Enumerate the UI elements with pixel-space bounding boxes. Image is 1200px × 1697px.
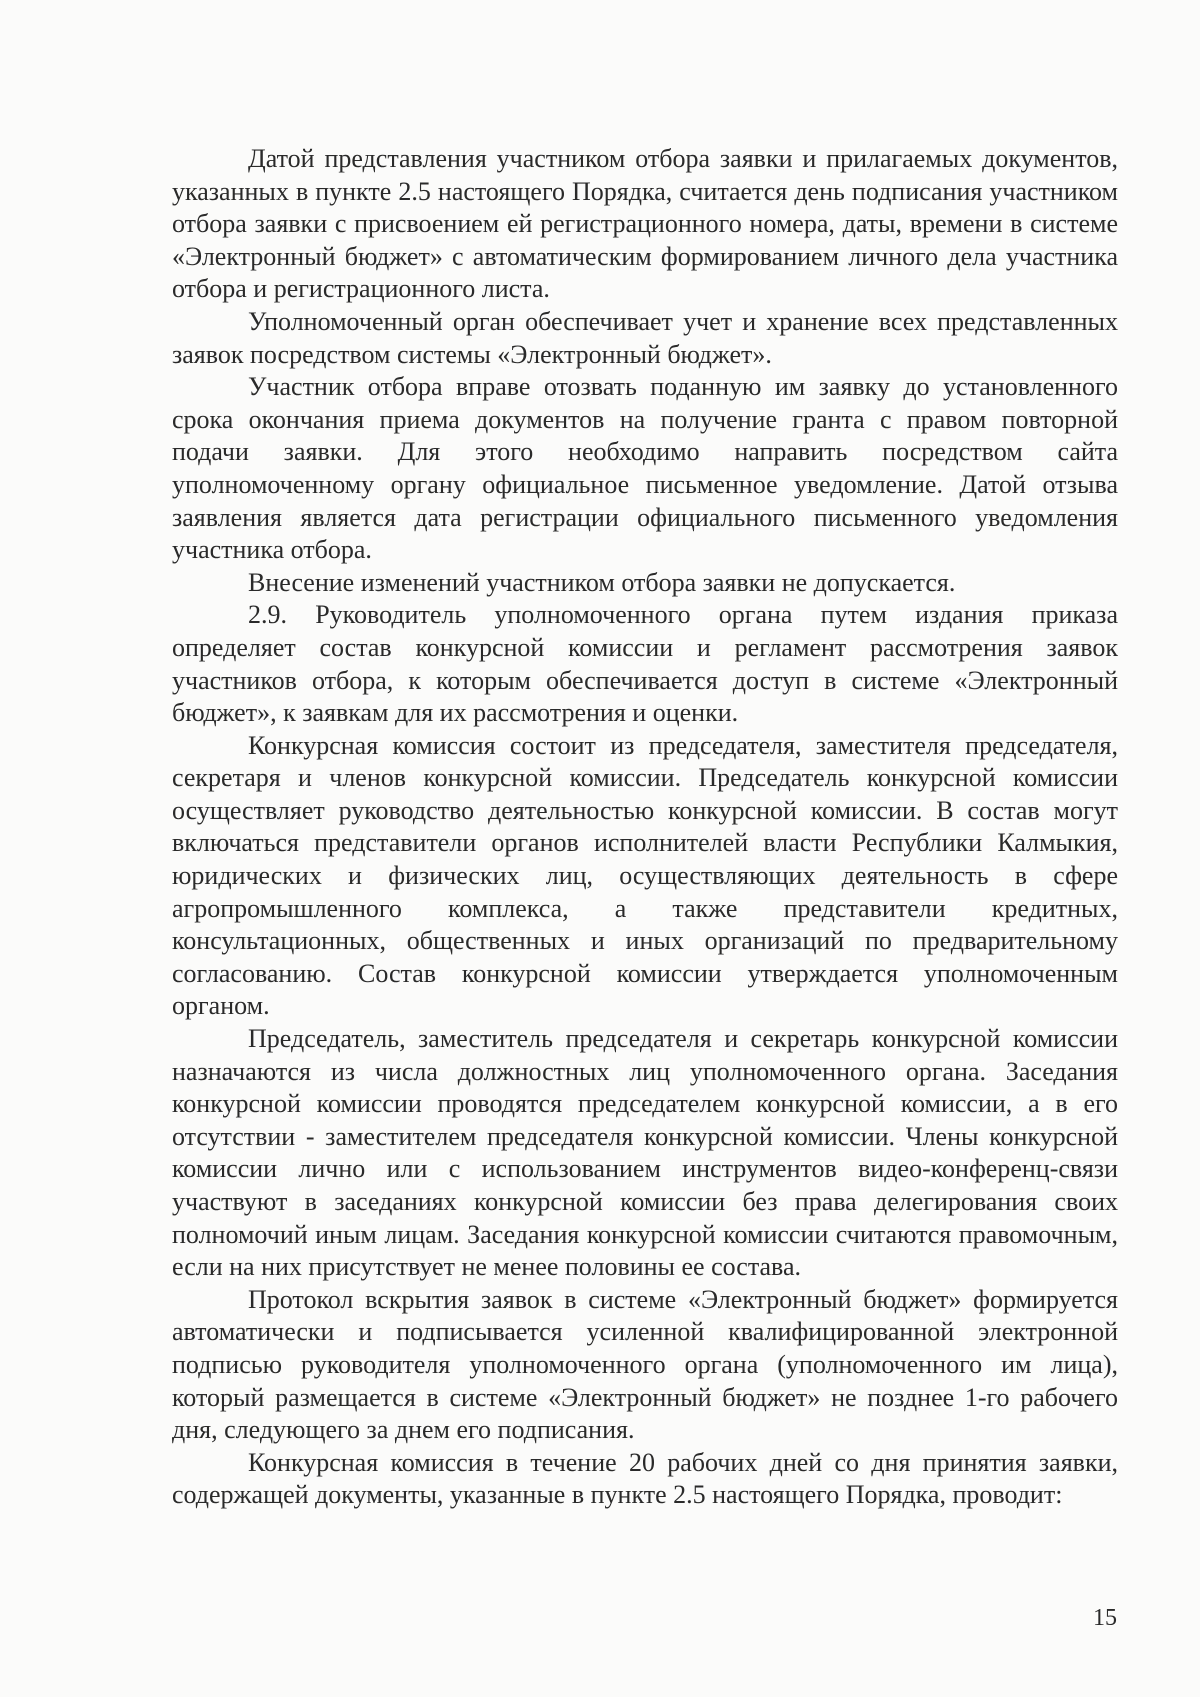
paragraph: Внесение изменений участником отбора заявки не допускается. xyxy=(248,567,956,597)
paragraph: Датой представления участником отбора заявки и прилагаемых документов, указанных в пункте 2.5 настоящего Порядка, считается день подписания участником отбора заявки с присвоением ей регистрационного номера, даты, времени в системе «Электронный бюджет» с автоматическим формированием личного дела участника отбора и регистрационного листа. xyxy=(172,144,1118,304)
paragraph: Протокол вскрытия заявок в системе «Электронный бюджет» формируется автоматически и подписывается усиленной квалифицированной электронной подписью руководителя уполномоченного органа (уполномоченного им лица), который размещается в системе «Электронный бюджет» не позднее 1-го рабочего дня, следующего за днем его подписания. xyxy=(172,1284,1118,1445)
paragraph: Конкурсная комиссия состоит из председателя, заместителя председателя, секретаря и членов конкурсной комиссии. Председатель конкурсной комиссии осуществляет руководство деятельностью конкурсной комиссии. В состав могут включаться представители органов исполнителей власти Республики Калмыкия, юридических и физических лиц, осуществляющих деятельность в сфере агропромышленного комплекса, а также представители кредитных, консультационных, общественных и иных организаций по предварительному согласованию. Состав конкурсной комиссии утверждается уполномоченным органом. xyxy=(172,730,1118,1021)
paragraph: Уполномоченный орган обеспечивает учет и хранение всех представленных заявок посредством системы «Электронный бюджет». xyxy=(172,306,1118,369)
paragraph: 2.9. Руководитель уполномоченного органа путем издания приказа определяет состав конкурсной комиссии и регламент рассмотрения заявок участников отбора, к которым обеспечивается доступ в системе «Электронный бюджет», к заявкам для их рассмотрения и оценки. xyxy=(172,600,1118,728)
page-number: 15 xyxy=(1093,1605,1117,1631)
paragraph: Председатель, заместитель председателя и секретарь конкурсной комиссии назначаются из числа должностных лиц уполномоченного органа. Заседания конкурсной комиссии проводятся председателем конкурсной комиссии, а в его отсутствии - заместителем председателя конкурсной комиссии. Члены конкурсной комиссии лично или с использованием инструментов видео-конференц-связи участвуют в заседаниях конкурсной комиссии без права делегирования своих полномочий иным лицам. Заседания конкурсной комиссии считаются правомочным, если на них присутствует не менее половины ее состава. xyxy=(172,1024,1118,1282)
paragraph: Участник отбора вправе отозвать поданную им заявку до установленного срока окончания приема документов на получение гранта с правом повторной подачи заявки. Для этого необходимо направить посредством сайта уполномоченному органу официальное письменное уведомление. Датой отзыва заявления является дата регистрации официального письменного уведомления участника отбора. xyxy=(172,372,1118,565)
document-body xyxy=(172,143,1118,1512)
paragraph: Конкурсная комиссия в течение 20 рабочих дней со дня принятия заявки, содержащей документы, указанные в пункте 2.5 настоящего Порядка, проводит: xyxy=(172,1447,1118,1510)
